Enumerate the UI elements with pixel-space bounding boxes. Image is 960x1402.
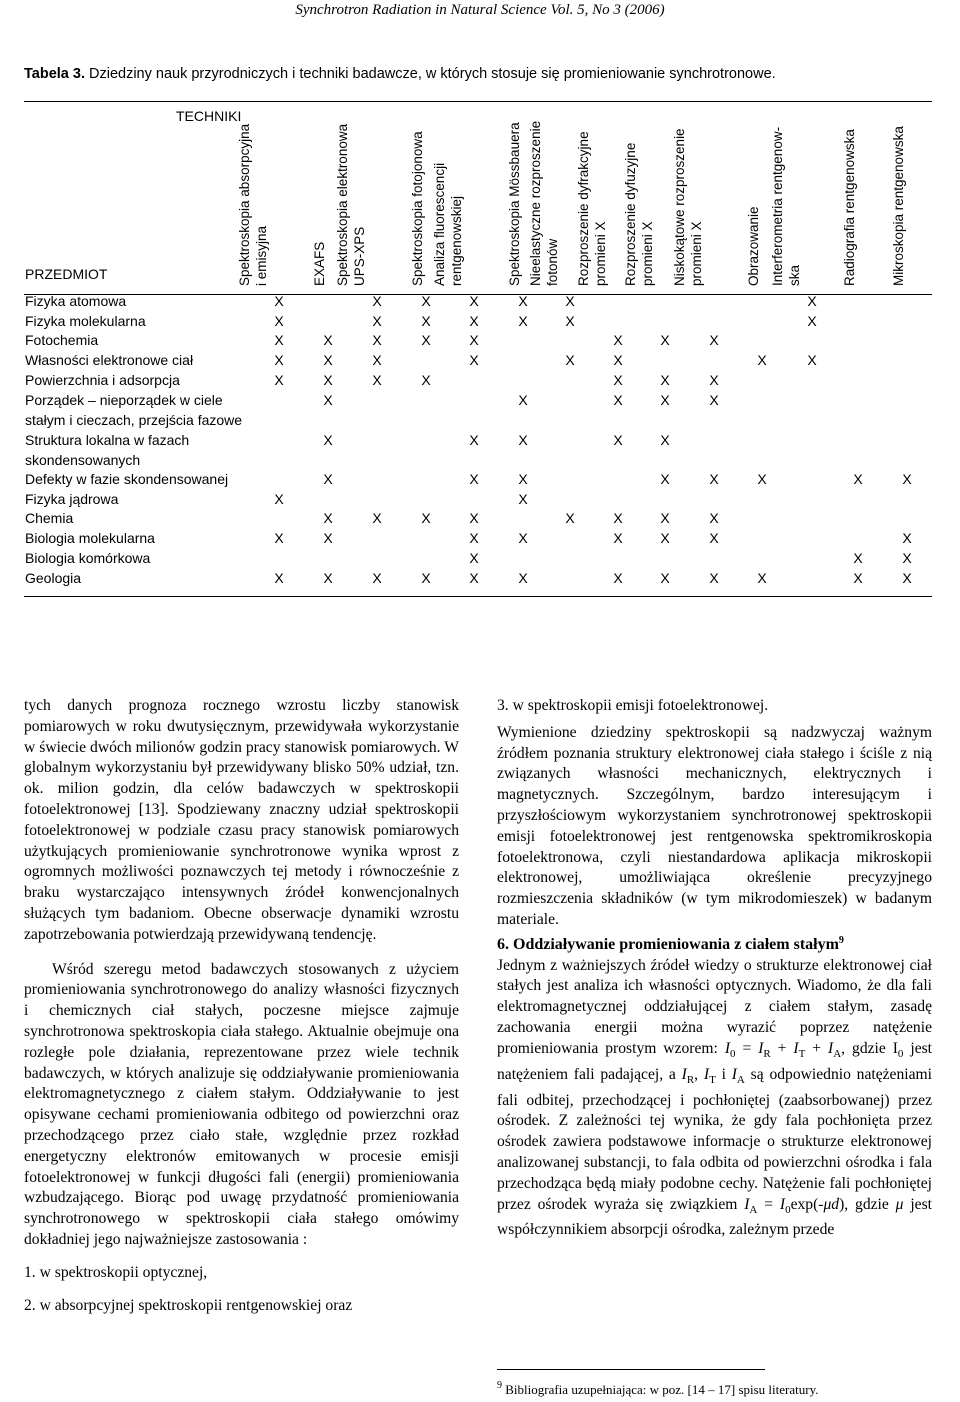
paragraph: Jednym z ważniejszych źródeł wiedzy o strukturze elektronowej ciał stałych jest analiza ich własności optycznych. Wiadomo, że dla fali elektromagnetycznej oddziałującej z ciałem stałym, zasadę zachowania energii można wyrazić poprzez natężenie promieniowania prostym wzorem: $I_0 = I_R + I_T + I_A$, gdzie $I_0$ jest natężeniem fali padającej, a $I_R$, $I_T$ i $I_A$ są odpowiednio natężeniami fali odbitej, przechodzącej i pochłoniętej (zaabsorbowanej) przez ośrodek. Z zależności tej wynika, że gdy fala pochłonięta przez ośrodek zawiera podstawowe informacje o strukturze elektronowej analizowanej substancji, to fala odbita od powierzchni ośrodka i fala przechodząca będą miały podobne cechy. Natężenie fali pochłoniętej przez ośrodek wyraża się związkiem $I_A = I_0\exp(-\mu d)$, gdzie μ jest współczynnikiem absorpcji ośrodka, zależnym przede xyxy=(497,956,933,1239)
table-cell-mark: X xyxy=(421,570,431,586)
table-cell-mark: X xyxy=(469,432,479,448)
section-heading-text: 6. Oddziaływanie promieniowania z ciałem stałym xyxy=(497,935,839,953)
table-cell-mark: X xyxy=(274,293,284,309)
table-cell-mark: X xyxy=(469,352,479,368)
column-header-text: Spektroskopia Mössbauera xyxy=(507,122,522,286)
table-cell-mark: X xyxy=(709,372,719,388)
table-cell-mark: X xyxy=(660,332,670,348)
table-cell-mark: X xyxy=(660,471,670,487)
table-cell-mark: X xyxy=(469,510,479,526)
table-caption-label: Tabela 3. xyxy=(24,66,85,82)
paragraph: tych danych prognoza rocznego wzrostu liczby stanowisk pomiarowych w roku dwutysięcznym, przewidywała wykorzystanie w świecie dwóch milionów godzin pracy stanowisk pomiarowych. W globalnym wykorzystaniu był przewidywany blisko 50% udział, tzn. ok. milion godzin, dla celów badawczych w spektroskopii fotoelektronowej [13]. Spodziewany znaczny udział spektroskopii fotoelektronowej w podziale czasu pracy stanowisk pomiarowych użytkujących promieniowanie synchrotronowe wynika wprost z ogromnych możliwości poznawczych tej metody i równocześnie z braku wystarczająco intensywnych źródeł konwencjonalnych służących tym badaniom. Obecne obserwacje dynamiki wzrostu zapotrzebowania potwierdzają przewidywaną tendencję. xyxy=(24,697,459,943)
table-cell-mark: X xyxy=(613,372,623,388)
table-cell-mark: X xyxy=(613,332,623,348)
table-cell-mark: X xyxy=(853,471,863,487)
table-cell-mark: X xyxy=(565,352,575,368)
table-bottom-rule xyxy=(24,596,932,597)
footnote-marker: 9 xyxy=(838,934,844,946)
table-cell-mark: X xyxy=(518,471,528,487)
row-label: Powierzchnia i adsorpcja xyxy=(25,372,180,388)
table-cell-mark: X xyxy=(518,293,528,309)
column-header-text: Nieelastyczne rozproszenie fotonów xyxy=(528,120,560,286)
table-cell-mark: X xyxy=(613,510,623,526)
table-cell-mark: X xyxy=(323,530,333,546)
table-cell-mark: X xyxy=(613,570,623,586)
table-cell-mark: X xyxy=(709,471,719,487)
table-cell-mark: X xyxy=(613,530,623,546)
column-header-text: Rozproszenie dyfuzyjne promieni X xyxy=(623,142,655,286)
table-cell-mark: X xyxy=(807,352,817,368)
przedmiot-label: PRZEDMIOT xyxy=(25,266,108,282)
table-cell-mark: X xyxy=(518,432,528,448)
table-cell-mark: X xyxy=(518,530,528,546)
table-cell-mark: X xyxy=(565,293,575,309)
table-cell-mark: X xyxy=(274,352,284,368)
table-cell-mark: X xyxy=(421,372,431,388)
table-cell-mark: X xyxy=(372,372,382,388)
paragraph: Wymienione dziedziny spektroskopii są nadzwyczaj ważnym źródłem poznania struktury elektronowej ciała stałego i ściśle z nią związanych własności mechanicznych, elektrycznych i magnetycznych. Szczególnym, bardzo interesującym i przyszłościowym wykorzystaniem synchrotronowej spektroskopii emisji fotoelektronowej jest rentgenowska spektromikroskopia fotoelektronowa, czyli niestandardowa aplikacja mikroskopii elektronowej, umożliwiająca określenie precyzyjnego rozmieszczenia składników (w tym mikrodomieszek) w badanym materiale. xyxy=(497,723,932,928)
table-cell-mark: X xyxy=(853,550,863,566)
row-label: Geologia xyxy=(25,570,82,586)
table-cell-mark: X xyxy=(469,530,479,546)
footnote-number: 9 xyxy=(497,1380,502,1391)
table-cell-mark: X xyxy=(372,293,382,309)
table-cell-mark: X xyxy=(660,530,670,546)
table-cell-mark: X xyxy=(660,432,670,448)
footnote-text: Bibliografia uzupełniająca: w poz. [14 – 17] spisu literatury. xyxy=(505,1382,819,1397)
table-cell-mark: X xyxy=(902,530,912,546)
paragraph-text: gdzie I xyxy=(852,1039,898,1057)
table-cell-mark: X xyxy=(518,491,528,507)
table-cell-mark: X xyxy=(757,471,767,487)
table-cell-mark: X xyxy=(709,510,719,526)
column-header-text: Analiza fluorescencji rentgenowskiej xyxy=(432,162,464,286)
row-label: Fizyka jądrowa xyxy=(25,491,119,507)
paragraph-text: Jednym z ważniejszych źródeł wiedzy o strukturze elektronowej ciał stałych jest analiza ich własności optycznych. Wiadomo, że dla fali elektromagnetycznej oddziałującej z ciałem stałym, zasadę zachowania energii można wyrazić poprzez natężenie promieniowania prostym wzorem: xyxy=(497,956,932,1057)
table-cell-mark: X xyxy=(518,313,528,329)
table-cell-mark: X xyxy=(807,313,817,329)
column-header-text: EXAFS xyxy=(312,241,327,286)
table-cell-mark: X xyxy=(902,471,912,487)
table-cell-mark: X xyxy=(565,313,575,329)
table-cell-mark: X xyxy=(274,332,284,348)
table-cell-mark: X xyxy=(757,570,767,586)
table-cell-mark: X xyxy=(469,293,479,309)
paragraph-text: gdzie xyxy=(855,1195,889,1213)
column-header-text: Obrazowanie xyxy=(746,206,761,286)
table-cell-mark: X xyxy=(421,332,431,348)
table-cell-mark: X xyxy=(323,432,333,448)
row-label: Porządek – nieporządek w ciele stałym i cieczach, przejścia fazowe xyxy=(25,392,243,428)
table-cell-mark: X xyxy=(274,530,284,546)
table-cell-mark: X xyxy=(372,570,382,586)
section-heading xyxy=(497,931,932,956)
table-cell-mark: X xyxy=(613,432,623,448)
footnote xyxy=(497,1380,937,1398)
table-cell-mark: X xyxy=(613,392,623,408)
table-cell-mark: X xyxy=(421,293,431,309)
table-cell-mark: X xyxy=(709,530,719,546)
journal-header: Synchrotron Radiation in Natural Science Vol. 5, No 3 (2006) xyxy=(295,2,665,18)
table-caption-text: Dziedziny nauk przyrodniczych i techniki badawcze, w których stosuje się promieniowanie synchrotronowe. xyxy=(89,66,776,82)
list-item: 3. w spektroskopii emisji fotoelektronowej. xyxy=(497,697,769,714)
table-cell-mark: X xyxy=(323,510,333,526)
table-cell-mark: X xyxy=(613,352,623,368)
table-cell-mark: X xyxy=(323,570,333,586)
table-cell-mark: X xyxy=(807,293,817,309)
table-top-rule xyxy=(24,101,932,102)
table-cell-mark: X xyxy=(469,570,479,586)
row-label: Własności elektronowe ciał xyxy=(25,352,194,368)
table-cell-mark: X xyxy=(660,372,670,388)
paragraph-text: jest współczynnikiem absorpcji ośrodka, zależnym przede xyxy=(497,1195,932,1239)
column-header-text: Niskokątowe rozproszenie promieni X xyxy=(672,128,704,286)
table-cell-mark: X xyxy=(902,550,912,566)
table-cell-mark: X xyxy=(372,352,382,368)
row-label: Fizyka atomowa xyxy=(25,293,127,309)
column-header-text: Mikroskopia rentgenowska xyxy=(891,126,906,286)
table-cell-mark: X xyxy=(565,510,575,526)
footnote-rule xyxy=(497,1369,765,1370)
row-label: Struktura lokalna w fazach skondensowanych xyxy=(25,432,190,468)
table-cell-mark: X xyxy=(469,332,479,348)
table-cell-mark: X xyxy=(274,313,284,329)
table-cell-mark: X xyxy=(757,352,767,368)
table-cell-mark: X xyxy=(274,570,284,586)
list-item: 1. w spektroskopii optycznej, xyxy=(24,1263,208,1281)
paragraph-text: są odpowiednio natężeniami fali odbitej, przechodzącej i pochłoniętej (zaabsorbowanej) przez ośrodek. Z zależności tej wynika, że gdy fala pochłonięta przez ośrodek zawiera podstawowe informacje o strukturze elektronowej analizowanej substancji, to fala odbita od powierzchni ośrodka i fala przechodząca będą miały podobne cechy. Natężenie fali pochłoniętej przez ośrodek wyraża się związkiem xyxy=(497,1065,932,1213)
column-header-text: Spektroskopia fotojonowa xyxy=(410,131,425,286)
column-header-text: Interferometria rentgenow- ska xyxy=(770,126,802,286)
techniki-label: TECHNIKI xyxy=(176,108,242,124)
table-cell-mark: X xyxy=(709,392,719,408)
column-header-text: Rozproszenie dyfrakcyjne promieni X xyxy=(576,131,608,286)
table-cell-mark: X xyxy=(372,332,382,348)
column-header-text: Spektroskopia elektronowa UPS-XPS xyxy=(335,123,367,286)
table-cell-mark: X xyxy=(469,313,479,329)
table-cell-mark: X xyxy=(421,313,431,329)
techniques-table xyxy=(0,0,960,610)
table-cell-mark: X xyxy=(372,313,382,329)
row-label: Fizyka molekularna xyxy=(25,313,146,329)
table-cell-mark: X xyxy=(323,392,333,408)
column-header-text: Spektroskopia absorpcyjna i emisyjna xyxy=(237,123,269,286)
table-cell-mark: X xyxy=(660,392,670,408)
table-cell-mark: X xyxy=(660,570,670,586)
table-cell-mark: X xyxy=(660,510,670,526)
list-item: 2. w absorpcyjnej spektroskopii rentgenowskiej oraz xyxy=(24,1296,353,1314)
paragraph-text: jest natężeniem fali padającej, a xyxy=(497,1039,933,1083)
table-cell-mark: X xyxy=(518,392,528,408)
table-cell-mark: X xyxy=(902,570,912,586)
table-cell-mark: X xyxy=(323,352,333,368)
table-cell-mark: X xyxy=(323,372,333,388)
right-text-column xyxy=(497,696,932,1241)
row-label: Fotochemia xyxy=(25,332,99,348)
table-cell-mark: X xyxy=(709,332,719,348)
table-cell-mark: X xyxy=(709,570,719,586)
table-cell-mark: X xyxy=(853,570,863,586)
column-header-text: Radiografia rentgenowska xyxy=(842,129,857,286)
row-label: Chemia xyxy=(25,510,74,526)
left-text-column xyxy=(24,696,459,1316)
paragraph: Wśród szeregu metod badawczych stosowanych z użyciem promieniowania synchrotronowego do analizy własności fizycznych i chemicznych ciał stałych, poczesne miejsce zajmuje synchrotronowa spektroskopia ciała stałego. Aktualnie obejmuje ona rozległe pole działania, reprezentowane przez wiele technik badawczych, w których analizuje się oddziaływanie promieniowania elektromagnetycznego z ciałem stałym. Oddziaływanie to jest opisywane cechami promieniowania odbitego od powierzchni oraz przechodzącego przez ciało stałe, względnie przez rozkład energetyczny elektronów emitowanych w procesie emisji fotoelektronowej w funkcji długości fali (energii) promieniowania wzbudzającego. Biorąc pod uwagę przydatność promieniowania synchrotronowego w spektroskopii ciała stałego omówimy dokładniej jego najważniejsze zastosowania : xyxy=(24,960,459,1248)
row-label: Defekty w fazie skondensowanej xyxy=(25,471,229,487)
table-cell-mark: X xyxy=(323,332,333,348)
table-cell-mark: X xyxy=(469,550,479,566)
table-cell-mark: X xyxy=(421,510,431,526)
row-label: Biologia molekularna xyxy=(25,530,155,546)
table-cell-mark: X xyxy=(469,471,479,487)
table-cell-mark: X xyxy=(323,471,333,487)
table-cell-mark: X xyxy=(372,510,382,526)
table-cell-mark: X xyxy=(518,570,528,586)
row-label: Biologia komórkowa xyxy=(25,550,151,566)
table-cell-mark: X xyxy=(274,372,284,388)
table-cell-mark: X xyxy=(274,491,284,507)
